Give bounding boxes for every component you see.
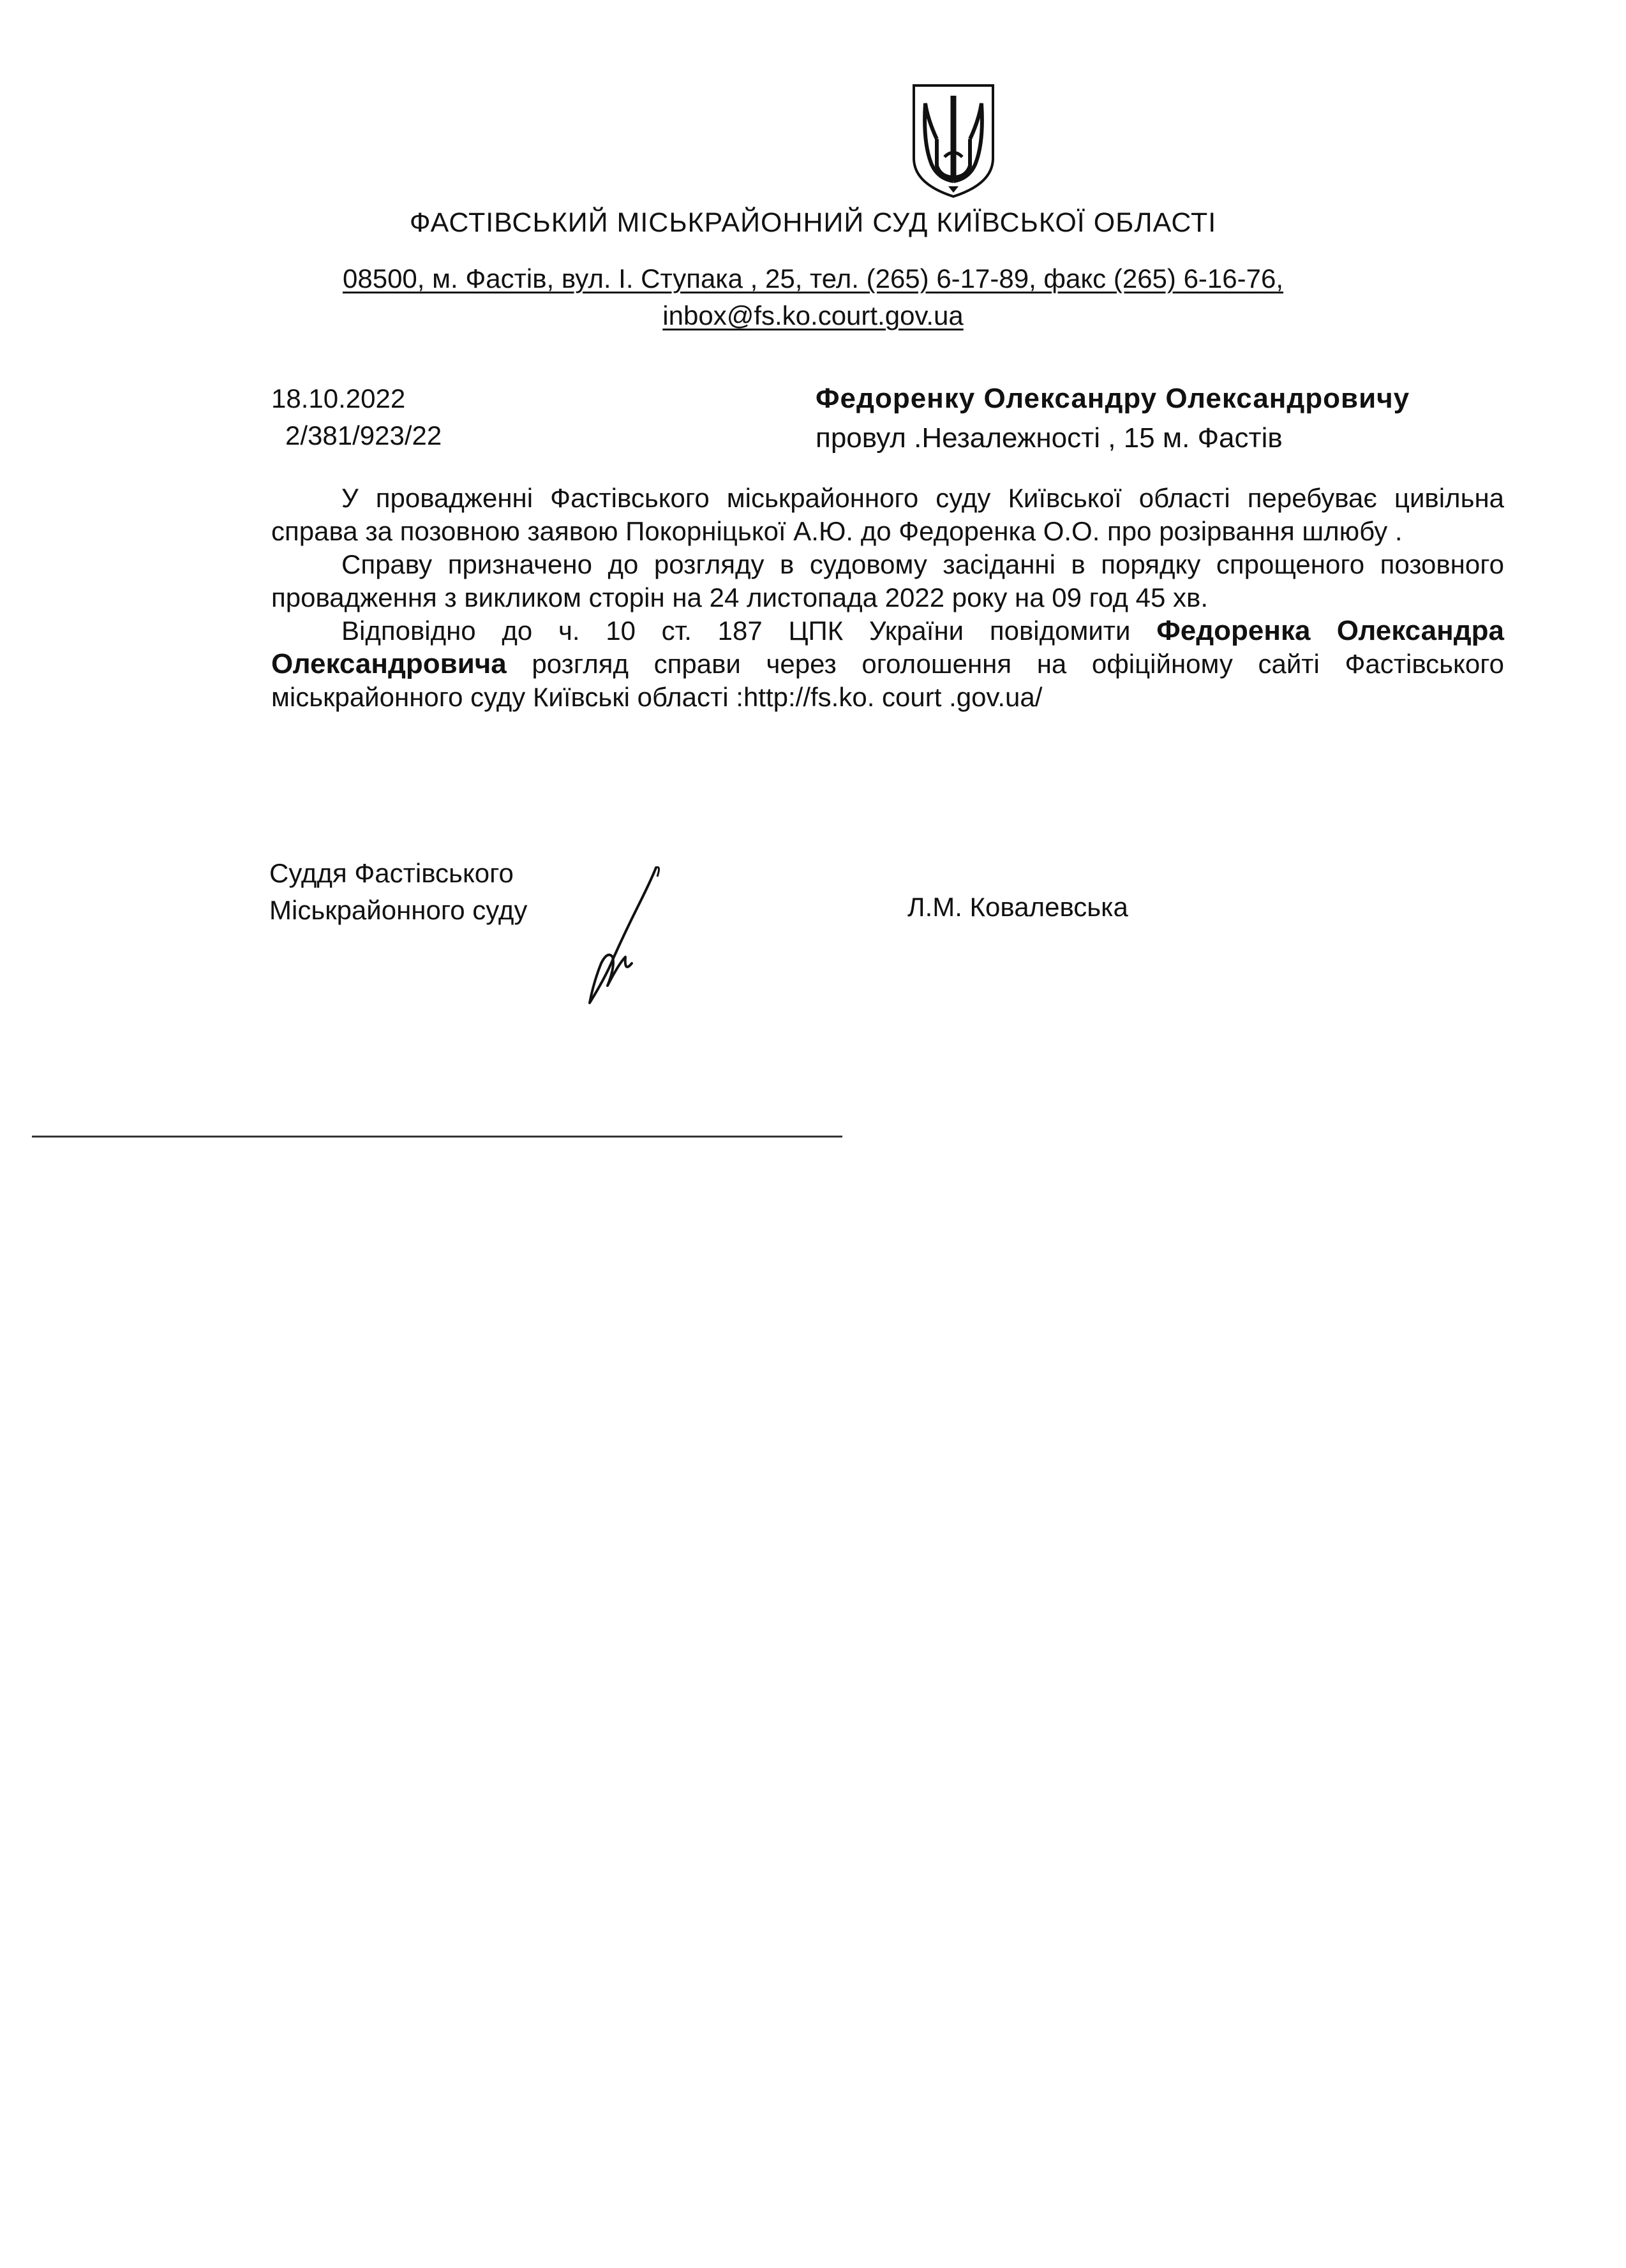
recipient-address: провул .Незалежності , 15 м. Фастів — [816, 422, 1283, 454]
separator-line — [32, 1136, 842, 1138]
recipient-name: Федоренку Олександру Олександровичу — [816, 383, 1410, 414]
document-meta — [271, 380, 442, 454]
court-name-heading: ФАСТІВСЬКИЙ МІСЬКРАЙОННИЙ СУД КИЇВСЬКОЇ ОБЛАСТІ — [409, 207, 1217, 238]
handwritten-signature-icon — [574, 861, 670, 1008]
body-paragraph-2: Справу призначено до розгляду в судовому засіданні в порядку спрощеного позовного провадження з викликом сторін на 24 листопада 2022 року на 09 год 45 хв. — [271, 549, 1504, 612]
signer-title-line-2: Міськрайонного суду — [269, 895, 528, 925]
judge-name: Л.М. Ковалевська — [907, 892, 1128, 922]
court-address-line: 08500, м. Фастів, вул. І. Ступака , 25, тел. (265) 6-17-89, факс (265) 6-16-76, — [343, 263, 1283, 293]
defendant-name-bold: Федоренка Олександра Олександровича — [271, 615, 1504, 679]
recipient-block — [816, 379, 1410, 458]
court-email-link[interactable]: inbox@fs.ko.court.gov.ua — [662, 300, 964, 330]
case-reference-number: 2/381/923/22 — [285, 420, 442, 450]
document-date: 18.10.2022 — [271, 383, 406, 413]
court-address — [0, 260, 1626, 334]
signer-title-line-1: Суддя Фастівського — [269, 858, 514, 888]
signer-title — [269, 855, 527, 929]
body-paragraph-3-start: Відповідно до ч. 10 ст. 187 ЦПК України повідомити — [341, 616, 1157, 646]
body-paragraph-3 — [271, 614, 1504, 714]
body-paragraph-3-end: розгляд справи через оголошення на офіційному сайті Фастівського міськрайонного суду Київські області :http://fs.ko. court .gov.ua/ — [271, 649, 1504, 712]
body-paragraph-1: У провадженні Фастівського міськрайонного суду Київської області перебуває цивільна справа за позовною заявою Покорніцької А.Ю. до Федоренка О.О. про розірвання шлюбу . — [271, 483, 1504, 546]
coat-of-arms-emblem-icon — [909, 82, 998, 199]
letter-body — [271, 482, 1504, 714]
